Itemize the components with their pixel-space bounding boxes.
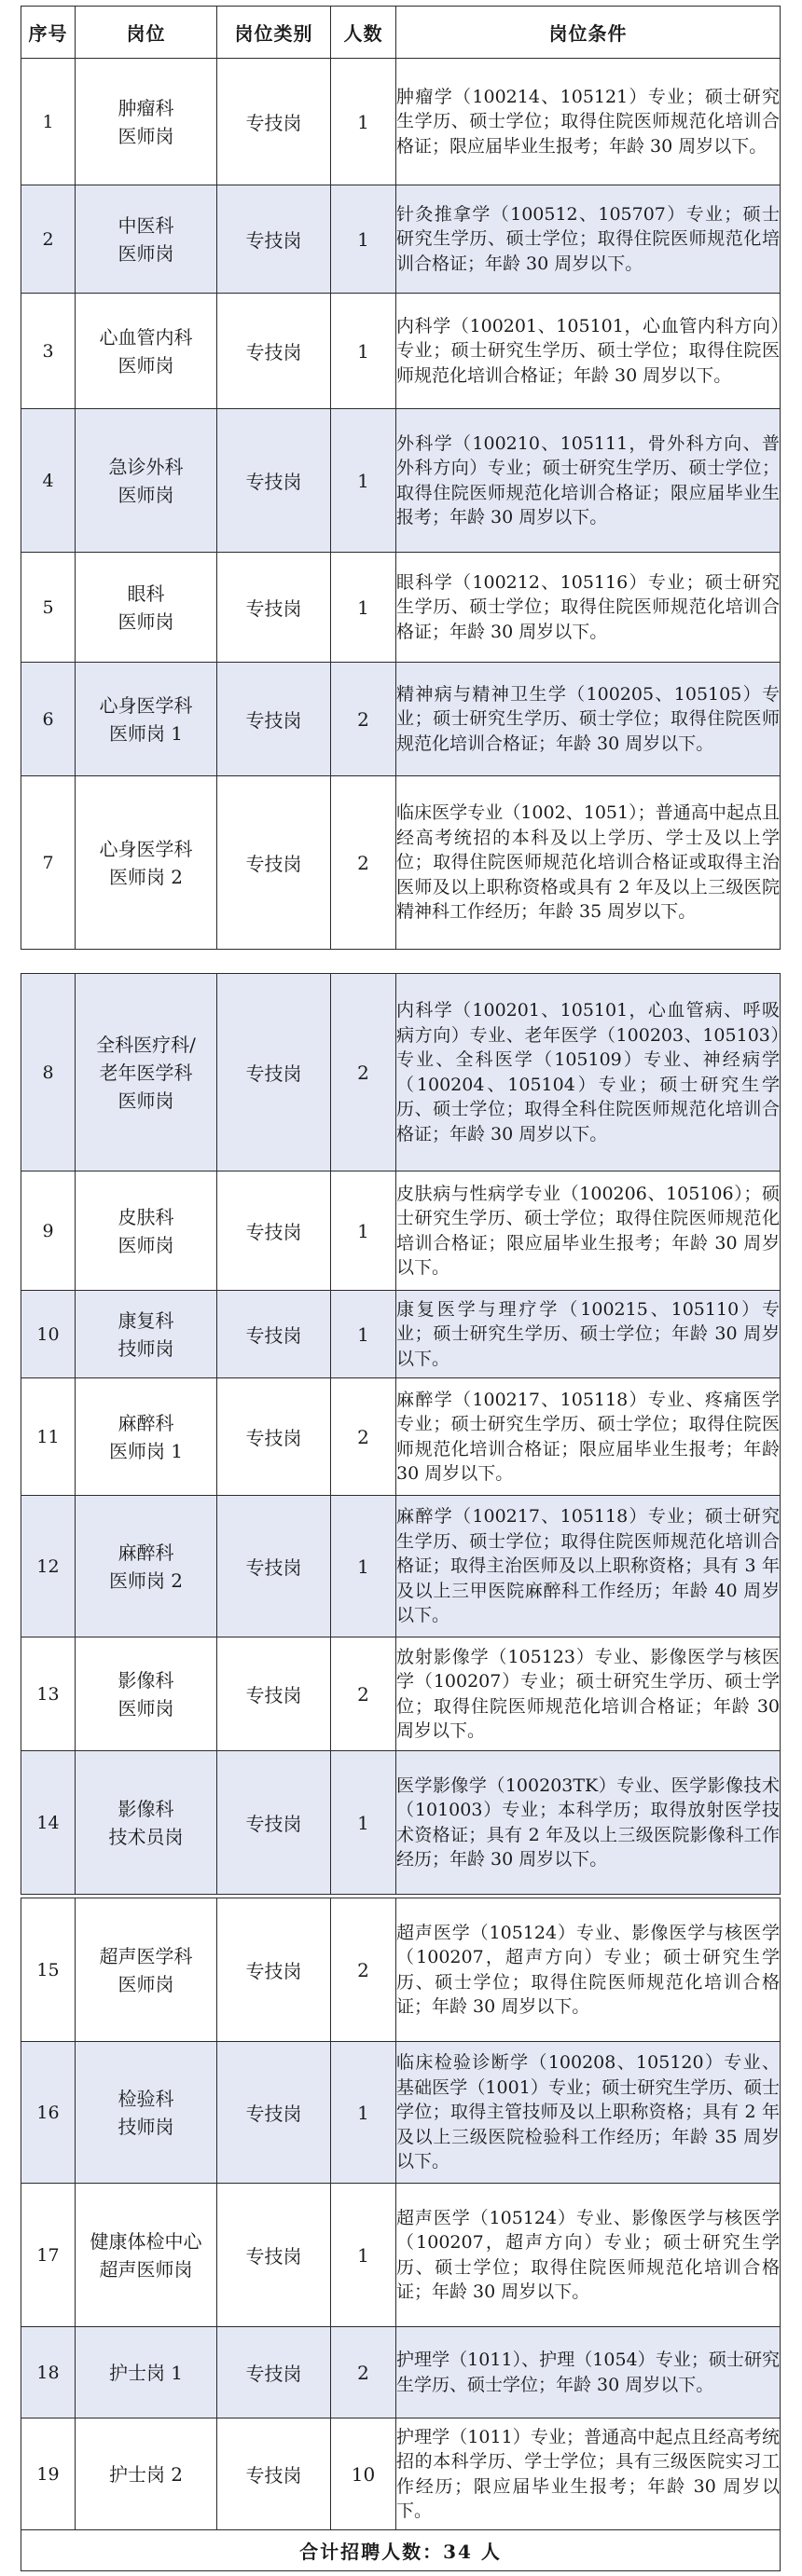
row-num: 15 xyxy=(21,1898,76,2042)
row-category: 专技岗 xyxy=(217,2418,331,2530)
table-row xyxy=(21,1751,781,1895)
row-category: 专技岗 xyxy=(217,974,331,1172)
table-row xyxy=(21,409,781,553)
table-row xyxy=(21,185,781,294)
recruitment-table-block-3 xyxy=(21,1898,781,2571)
row-num: 4 xyxy=(21,409,76,553)
table-row xyxy=(21,1496,781,1637)
row-count: 2 xyxy=(331,776,396,950)
row-category: 专技岗 xyxy=(217,553,331,663)
row-count: 1 xyxy=(331,1172,396,1291)
row-position: 眼科 医师岗 xyxy=(76,553,217,663)
row-position: 护士岗 2 xyxy=(76,2418,217,2530)
row-category: 专技岗 xyxy=(217,2327,331,2418)
row-requirements: 内科学（100201、105101，心血管内科方向）专业；硕士研究生学历、硕士学位；取得住院医师规范化培训合格证；年龄 30 周岁以下。 xyxy=(396,294,781,409)
row-category: 专技岗 xyxy=(217,409,331,553)
row-count: 1 xyxy=(331,1496,396,1637)
row-category: 专技岗 xyxy=(217,1751,331,1895)
header-category: 岗位类别 xyxy=(217,7,331,59)
row-category: 专技岗 xyxy=(217,776,331,950)
row-position: 检验科 技师岗 xyxy=(76,2042,217,2184)
row-requirements: 临床医学专业（1002、1051）；普通高中起点且经高考统招的本科及以上学历、学士及以上学位；取得住院医师规范化培训合格证或取得主治医师及以上职称资格或具有 2 年及以上三级医院精神科工作经历；年龄 35 周岁以下。 xyxy=(396,776,781,950)
row-position: 心血管内科 医师岗 xyxy=(76,294,217,409)
row-position: 皮肤科 医师岗 xyxy=(76,1172,217,1291)
header-position: 岗位 xyxy=(76,7,217,59)
row-position: 全科医疗科/ 老年医学科 医师岗 xyxy=(76,974,217,1172)
row-count: 2 xyxy=(331,2327,396,2418)
row-position: 超声医学科 医师岗 xyxy=(76,1898,217,2042)
table-row xyxy=(21,59,781,185)
row-category: 专技岗 xyxy=(217,1496,331,1637)
row-count: 1 xyxy=(331,1291,396,1378)
row-position: 护士岗 1 xyxy=(76,2327,217,2418)
header-requirements: 岗位条件 xyxy=(396,7,781,59)
row-category: 专技岗 xyxy=(217,663,331,776)
row-count: 10 xyxy=(331,2418,396,2530)
row-requirements: 肿瘤学（100214、105121）专业；硕士研究生学历、硕士学位；取得住院医师规范化培训合格证；限应届毕业生报考；年龄 30 周岁以下。 xyxy=(396,59,781,185)
recruitment-table-block-2 xyxy=(21,973,781,1895)
row-category: 专技岗 xyxy=(217,1291,331,1378)
row-requirements: 针灸推拿学（100512、105707）专业；硕士研究生学历、硕士学位；取得住院医师规范化培训合格证；年龄 30 周岁以下。 xyxy=(396,185,781,294)
row-num: 18 xyxy=(21,2327,76,2418)
row-num: 13 xyxy=(21,1637,76,1751)
row-requirements: 麻醉学（100217、105118）专业、疼痛医学专业；硕士研究生学历、硕士学位；取得住院医师规范化培训合格证；限应届毕业生报考；年龄 30 周岁以下。 xyxy=(396,1378,781,1496)
table-total-row xyxy=(21,2530,781,2571)
row-num: 3 xyxy=(21,294,76,409)
row-category: 专技岗 xyxy=(217,59,331,185)
row-category: 专技岗 xyxy=(217,1898,331,2042)
row-num: 5 xyxy=(21,553,76,663)
row-position: 影像科 医师岗 xyxy=(76,1637,217,1751)
row-category: 专技岗 xyxy=(217,1637,331,1751)
row-requirements: 护理学（1011）、护理（1054）专业；硕士研究生学历、硕士学位；年龄 30 周岁以下。 xyxy=(396,2327,781,2418)
table-row xyxy=(21,776,781,950)
row-position: 麻醉科 医师岗 2 xyxy=(76,1496,217,1637)
row-position: 康复科 技师岗 xyxy=(76,1291,217,1378)
table-header-row xyxy=(21,7,781,59)
row-count: 2 xyxy=(331,663,396,776)
row-num: 19 xyxy=(21,2418,76,2530)
row-num: 12 xyxy=(21,1496,76,1637)
table-row xyxy=(21,294,781,409)
row-requirements: 内科学（100201、105101，心血管病、呼吸病方向）专业、老年医学（100203、105103）专业、全科医学（105109）专业、神经病学（100204、105104）专业；硕士研究生学历、硕士学位；取得全科住院医师规范化培训合格证；年龄 30 周岁以下。 xyxy=(396,974,781,1172)
row-requirements: 护理学（1011）专业；普通高中起点且经高考统招的本科学历、学士学位；具有三级医院实习工作经历；限应届毕业生报考；年龄 30 周岁以下。 xyxy=(396,2418,781,2530)
row-count: 1 xyxy=(331,59,396,185)
row-requirements: 精神病与精神卫生学（100205、105105）专业；硕士研究生学历、硕士学位；取得住院医师规范化培训合格证；年龄 30 周岁以下。 xyxy=(396,663,781,776)
row-num: 2 xyxy=(21,185,76,294)
row-num: 9 xyxy=(21,1172,76,1291)
row-count: 1 xyxy=(331,294,396,409)
table-row xyxy=(21,1898,781,2042)
row-count: 1 xyxy=(331,2042,396,2184)
row-category: 专技岗 xyxy=(217,185,331,294)
header-count: 人数 xyxy=(331,7,396,59)
row-num: 10 xyxy=(21,1291,76,1378)
row-num: 1 xyxy=(21,59,76,185)
row-requirements: 超声医学（105124）专业、影像医学与核医学（100207，超声方向）专业；硕士研究生学历、硕士学位；取得住院医师规范化培训合格证；年龄 30 周岁以下。 xyxy=(396,1898,781,2042)
header-num: 序号 xyxy=(21,7,76,59)
row-requirements: 放射影像学（105123）专业、影像医学与核医学（100207）专业；硕士研究生学历、硕士学位；取得住院医师规范化培训合格证；年龄 30 周岁以下。 xyxy=(396,1637,781,1751)
row-count: 2 xyxy=(331,1378,396,1496)
row-num: 8 xyxy=(21,974,76,1172)
row-category: 专技岗 xyxy=(217,1378,331,1496)
row-position: 急诊外科 医师岗 xyxy=(76,409,217,553)
row-category: 专技岗 xyxy=(217,294,331,409)
table-row xyxy=(21,974,781,1172)
table-row xyxy=(21,553,781,663)
table-row xyxy=(21,2184,781,2327)
row-num: 6 xyxy=(21,663,76,776)
row-position: 中医科 医师岗 xyxy=(76,185,217,294)
row-num: 11 xyxy=(21,1378,76,1496)
table-row xyxy=(21,2418,781,2530)
table-row xyxy=(21,2042,781,2184)
table-row xyxy=(21,1291,781,1378)
table-row xyxy=(21,1378,781,1496)
row-num: 7 xyxy=(21,776,76,950)
row-category: 专技岗 xyxy=(217,1172,331,1291)
row-num: 17 xyxy=(21,2184,76,2327)
row-count: 2 xyxy=(331,1637,396,1751)
row-count: 1 xyxy=(331,2184,396,2327)
row-position: 心身医学科 医师岗 2 xyxy=(76,776,217,950)
row-count: 2 xyxy=(331,1898,396,2042)
table-row xyxy=(21,2327,781,2418)
row-position: 影像科 技术员岗 xyxy=(76,1751,217,1895)
row-requirements: 麻醉学（100217、105118）专业；硕士研究生学历、硕士学位；取得住院医师规范化培训合格证；取得主治医师及以上职称资格；具有 3 年及以上三甲医院麻醉科工作经历；年龄 40 周岁以下。 xyxy=(396,1496,781,1637)
row-count: 2 xyxy=(331,974,396,1172)
row-category: 专技岗 xyxy=(217,2184,331,2327)
row-count: 1 xyxy=(331,553,396,663)
row-requirements: 皮肤病与性病学专业（100206、105106）；硕士研究生学历、硕士学位；取得住院医师规范化培训合格证；限应届毕业生报考；年龄 30 周岁以下。 xyxy=(396,1172,781,1291)
row-requirements: 医学影像学（100203TK）专业、医学影像技术（101003）专业；本科学历；取得放射医学技术资格证；具有 2 年及以上三级医院影像科工作经历；年龄 30 周岁以下。 xyxy=(396,1751,781,1895)
total-recruitment: 合计招聘人数：34 人 xyxy=(21,2530,781,2571)
row-position: 健康体检中心 超声医师岗 xyxy=(76,2184,217,2327)
row-requirements: 康复医学与理疗学（100215、105110）专业；硕士研究生学历、硕士学位；年龄 30 周岁以下。 xyxy=(396,1291,781,1378)
row-requirements: 临床检验诊断学（100208、105120）专业、基础医学（1001）专业；硕士研究生学历、硕士学位；取得主管技师及以上职称资格；具有 2 年及以上三级医院检验科工作经历；年龄 35 周岁以下。 xyxy=(396,2042,781,2184)
row-position: 肿瘤科 医师岗 xyxy=(76,59,217,185)
recruitment-table-block-1 xyxy=(21,6,781,950)
table-row xyxy=(21,1637,781,1751)
table-row xyxy=(21,663,781,776)
table-row xyxy=(21,1172,781,1291)
row-count: 1 xyxy=(331,1751,396,1895)
row-count: 1 xyxy=(331,185,396,294)
row-num: 14 xyxy=(21,1751,76,1895)
row-num: 16 xyxy=(21,2042,76,2184)
row-category: 专技岗 xyxy=(217,2042,331,2184)
row-requirements: 眼科学（100212、105116）专业；硕士研究生学历、硕士学位；取得住院医师规范化培训合格证；年龄 30 周岁以下。 xyxy=(396,553,781,663)
row-position: 心身医学科 医师岗 1 xyxy=(76,663,217,776)
row-requirements: 外科学（100210、105111，骨外科方向、普外科方向）专业；硕士研究生学历、硕士学位；取得住院医师规范化培训合格证；限应届毕业生报考；年龄 30 周岁以下。 xyxy=(396,409,781,553)
row-requirements: 超声医学（105124）专业、影像医学与核医学（100207，超声方向）专业；硕士研究生学历、硕士学位；取得住院医师规范化培训合格证；年龄 30 周岁以下。 xyxy=(396,2184,781,2327)
row-count: 1 xyxy=(331,409,396,553)
row-position: 麻醉科 医师岗 1 xyxy=(76,1378,217,1496)
